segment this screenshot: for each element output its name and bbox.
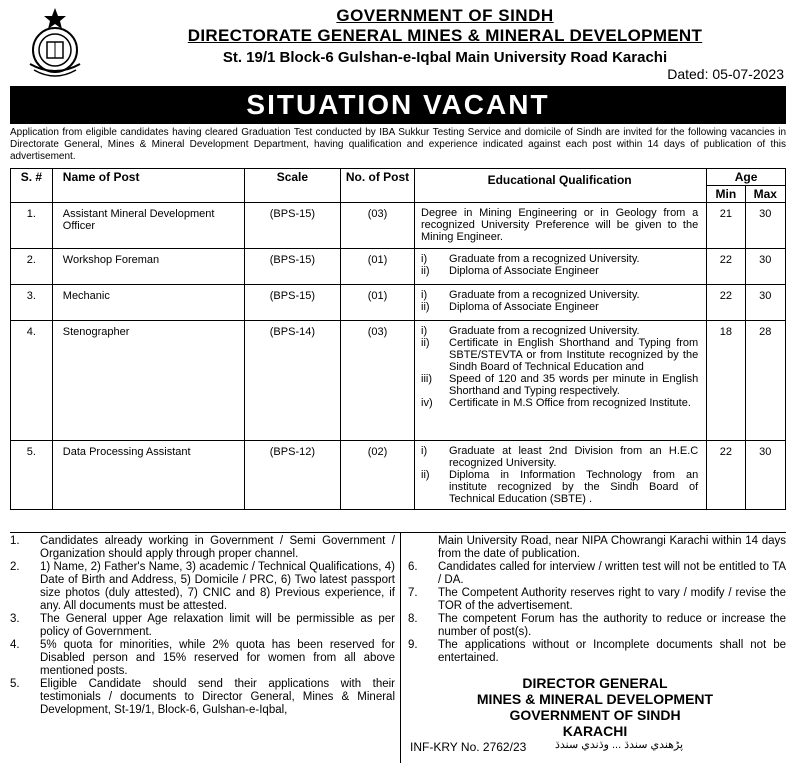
cell-serial: 5. [11, 441, 53, 510]
education-item-text: Graduate at least 2nd Division from an H.E.C recognized University. [449, 445, 699, 469]
education-text: Degree in Mining Engineering or in Geology from a recognized University Preference will be given to the Mining Engineer. [421, 207, 699, 243]
education-item-number: iv) [421, 397, 433, 409]
note-item [10, 639, 395, 678]
education-item-text: Graduate from a recognized University. [449, 325, 640, 337]
table-row [11, 441, 786, 510]
cell-scale: (BPS-12) [244, 441, 340, 510]
table-row [11, 249, 786, 285]
education-item-number: ii) [421, 301, 430, 313]
header-education: Educational Qualification [415, 169, 707, 203]
notes-divider-vertical [400, 533, 401, 763]
note-number [408, 535, 438, 561]
education-item-text: Graduate from a recognized University. [449, 253, 640, 265]
cell-serial: 4. [11, 321, 53, 441]
education-list [421, 289, 698, 313]
education-item-number: i) [421, 253, 428, 265]
cell-education [415, 203, 707, 249]
note-item [408, 561, 786, 587]
note-text: The applications without or Incomplete documents shall not be entertained. [438, 639, 786, 664]
cell-education [415, 285, 707, 321]
note-number: 2. [10, 561, 20, 573]
cell-age-max: 30 [745, 203, 785, 249]
education-item-number: iii) [421, 373, 433, 385]
cell-scale: (BPS-15) [244, 203, 340, 249]
cell-scale: (BPS-15) [244, 285, 340, 321]
education-item-number: ii) [421, 469, 430, 481]
reference-number: INF-KRY No. 2762/23 [410, 740, 527, 754]
date-label: Dated: 05-07-2023 [667, 66, 784, 82]
header-address: St. 19/1 Block-6 Gulshan-e-Iqbal Main University Road Karachi [222, 49, 668, 66]
education-item-number: ii) [421, 265, 430, 277]
notes-left-column [10, 535, 395, 717]
note-text: Eligible Candidate should send their applications with their testimonials / documents to Director General, Mines & Mineral Development, St-19/1, Block-6, Gulshan-e-Iqbal, [40, 678, 395, 716]
note-text: 5% quota for minorities, while 2% quota has been reserved for Disabled person and 15% reserved for women from all above mentioned posts. [40, 639, 395, 677]
vacancies-table [10, 168, 786, 510]
education-list [421, 253, 698, 277]
cell-education [415, 249, 707, 285]
note-number: 9. [408, 639, 418, 651]
cell-post-name: Data Processing Assistant [52, 441, 244, 510]
note-number: 8. [408, 613, 418, 625]
note-item [10, 561, 395, 613]
sindh-government-emblem-icon [20, 6, 90, 80]
notes-divider-top [10, 532, 786, 533]
note-number: 3. [10, 613, 20, 625]
note-number: 6. [408, 561, 418, 573]
education-item-text: Diploma of Associate Engineer [449, 301, 599, 313]
cell-serial: 2. [11, 249, 53, 285]
education-list [421, 445, 698, 505]
note-number: 7. [408, 587, 418, 599]
note-item [10, 535, 395, 561]
cell-scale: (BPS-14) [244, 321, 340, 441]
cell-scale: (BPS-15) [244, 249, 340, 285]
note-text: 1) Name, 2) Father's Name, 3) academic / Technical Qualifications, 4) Date of Birth and Address, 5) Domicile / PRC, 6) Two latest passport size photos (duly attested), 7) CNIC and 8) Previous experience, if any. All documents must be attested. [40, 561, 395, 612]
cell-education [415, 321, 707, 441]
signature-city: KARACHI [562, 723, 628, 739]
cell-number-of-posts: (03) [341, 321, 415, 441]
signature-department: MINES & MINERAL DEVELOPMENT [476, 691, 714, 707]
header-age-min: Min [707, 186, 745, 203]
signature-government: GOVERNMENT OF SINDH [509, 707, 681, 723]
education-item-text: Certificate in M.S Office from recognized Institute. [449, 397, 691, 409]
education-list [421, 325, 698, 409]
cell-post-name: Workshop Foreman [52, 249, 244, 285]
header-government-title: GOVERNMENT OF SINDH [336, 6, 554, 25]
education-item-number: i) [421, 445, 428, 457]
intro-paragraph: Application from eligible candidates having cleared Graduation Test conducted by IBA Sukkur Testing Service and domicile of Sindh are invited for the following vacancies in Directorate General, Mines & Mineral Development Department, having qualification and experience indicated against each post within 14 days of publication of this advertisement. [10, 127, 786, 162]
table-row [11, 203, 786, 249]
cell-age-max: 30 [745, 441, 785, 510]
education-item-text: Speed of 120 and 35 words per minute in English Shorthand and Typing respectively. [449, 373, 699, 397]
header-scale: Scale [244, 169, 340, 203]
table-row [11, 321, 786, 441]
cell-age-max: 30 [745, 249, 785, 285]
cell-age-min: 22 [707, 249, 745, 285]
signature-title: DIRECTOR GENERAL [522, 675, 668, 691]
cell-age-max: 28 [745, 321, 785, 441]
signature-block [420, 675, 770, 739]
header-age-max: Max [745, 186, 785, 203]
cell-age-min: 18 [707, 321, 745, 441]
cell-age-min: 21 [707, 203, 745, 249]
cell-age-min: 22 [707, 285, 745, 321]
cell-post-name: Assistant Mineral Development Officer [52, 203, 244, 249]
note-text: The General upper Age relaxation limit will be permissible as per policy of Government. [40, 613, 395, 638]
cell-number-of-posts: (01) [341, 249, 415, 285]
header-directorate-title: DIRECTORATE GENERAL MINES & MINERAL DEVELOPMENT [187, 26, 703, 45]
cell-number-of-posts: (03) [341, 203, 415, 249]
cell-number-of-posts: (01) [341, 285, 415, 321]
note-item [408, 535, 786, 561]
cell-age-min: 22 [707, 441, 745, 510]
cell-education [415, 441, 707, 510]
note-text: The competent Forum has the authority to reduce or increase the number of post(s). [438, 613, 786, 638]
note-number: 5. [10, 678, 20, 690]
sindhi-slogan: پڑھندي سندڌ ... وڌندي سندڌ [555, 739, 684, 751]
cell-serial: 1. [11, 203, 53, 249]
header-serial: S. # [11, 169, 53, 203]
note-text: The Competent Authority reserves right to vary / modify / revise the TOR of the advertisement. [438, 587, 786, 612]
education-item-number: ii) [421, 337, 430, 349]
note-item [408, 587, 786, 613]
note-number: 4. [10, 639, 20, 651]
note-item [408, 639, 786, 665]
note-item [408, 613, 786, 639]
situation-vacant-banner: SITUATION VACANT [10, 86, 786, 124]
header-number-of-posts: No. of Post [341, 169, 415, 203]
header-post-name: Name of Post [52, 169, 244, 203]
notes-right-column [408, 535, 786, 665]
note-item [10, 613, 395, 639]
note-text: Main University Road, near NIPA Chowrangi Karachi within 14 days from the date of publication. [438, 535, 786, 560]
education-item-text: Diploma in Information Technology from an institute recognized by the Sindh Board of Technical Education (SBTE) . [449, 469, 699, 505]
education-item-number: i) [421, 289, 428, 301]
note-text: Candidates called for interview / written test will not be entitled to TA / DA. [438, 561, 786, 586]
cell-serial: 3. [11, 285, 53, 321]
table-row [11, 285, 786, 321]
cell-number-of-posts: (02) [341, 441, 415, 510]
cell-post-name: Mechanic [52, 285, 244, 321]
note-text: Candidates already working in Government / Semi Government / Organization should apply through proper channel. [40, 535, 395, 560]
education-item-text: Graduate from a recognized University. [449, 289, 640, 301]
education-item-text: Certificate in English Shorthand and Typing from SBTE/STEVTA or from Institute recognized by the Sindh Board of Technical Education and [449, 337, 699, 373]
education-item-number: i) [421, 325, 428, 337]
cell-age-max: 30 [745, 285, 785, 321]
note-number: 1. [10, 535, 20, 547]
header-age: Age [707, 169, 786, 186]
cell-post-name: Stenographer [52, 321, 244, 441]
education-item-text: Diploma of Associate Engineer [449, 265, 599, 277]
note-item [10, 678, 395, 717]
